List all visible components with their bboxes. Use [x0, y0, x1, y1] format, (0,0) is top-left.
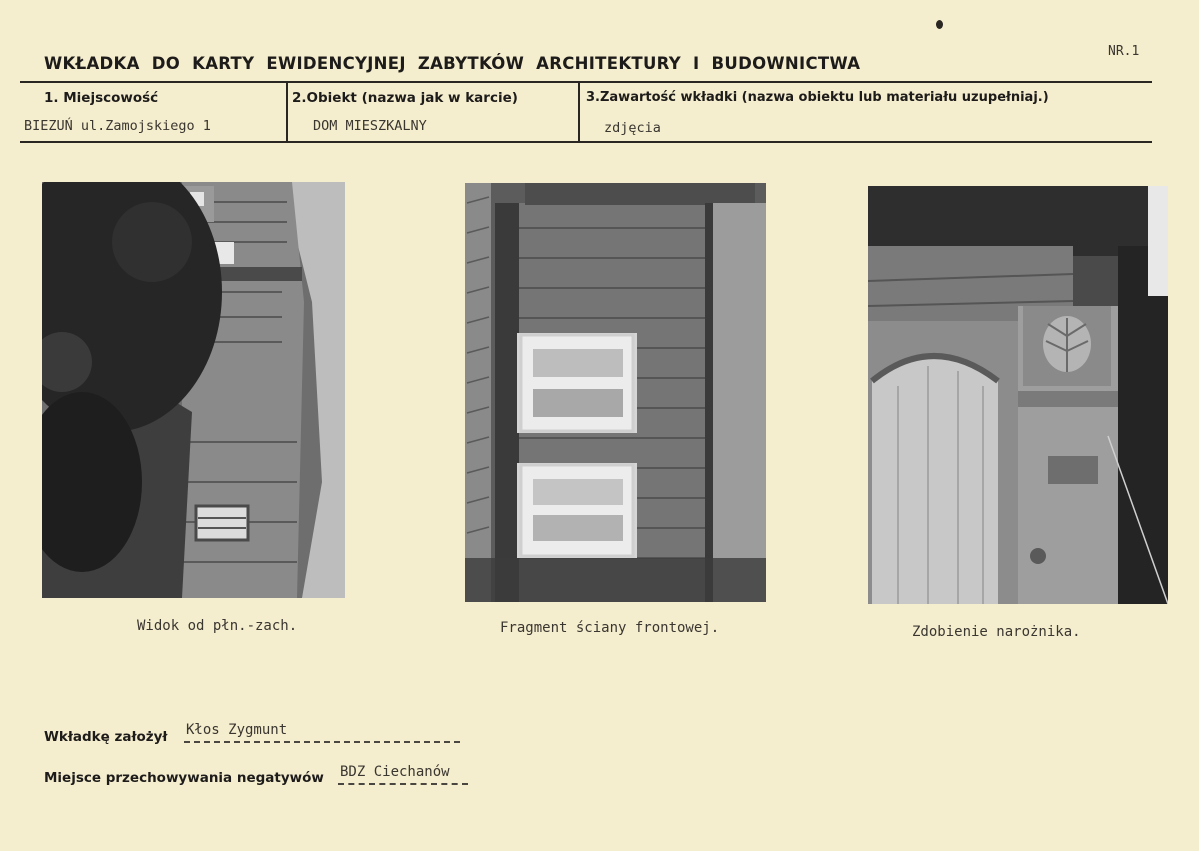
column-divider-1 [286, 81, 288, 141]
photo-front-wall-fragment [465, 183, 766, 602]
caption-photo-1: Widok od płn.-zach. [137, 618, 298, 634]
card-title: WKŁADKA DO KARTY EWIDENCYJNEJ ZABYTKÓW ARCHITEKTURY I BUDOWNICTWA [44, 54, 861, 73]
header-bottom-rule [20, 141, 1152, 143]
place-label: 1. Miejscowość [44, 90, 159, 106]
photo-corner-decoration [868, 186, 1168, 604]
caption-photo-2: Fragment ściany frontowej. [500, 620, 720, 636]
content-label: 3.Zawartość wkładki (nazwa obiektu lub materiału uzupełniaj.) [586, 90, 1049, 105]
photo-north-west-view [42, 182, 345, 598]
header-top-rule [20, 81, 1152, 83]
author-value: Kłos Zygmunt [186, 722, 288, 738]
place-value: BIEZUŃ ul.Zamojskiego 1 [24, 118, 211, 134]
author-dotted-line [184, 741, 460, 743]
ink-mark [936, 20, 943, 29]
content-value: zdjęcia [604, 120, 661, 136]
object-label: 2.Obiekt (nazwa jak w karcie) [292, 90, 518, 106]
storage-label: Miejsce przechowywania negatywów [44, 770, 324, 786]
object-value: DOM MIESZKALNY [313, 118, 427, 134]
author-label: Wkładkę założył [44, 729, 168, 745]
caption-photo-3: Zdobienie narożnika. [912, 624, 1081, 640]
storage-dotted-line [338, 783, 468, 785]
column-divider-2 [578, 81, 580, 141]
card-number: NR.1 [1108, 44, 1140, 59]
storage-value: BDZ Ciechanów [340, 764, 450, 780]
